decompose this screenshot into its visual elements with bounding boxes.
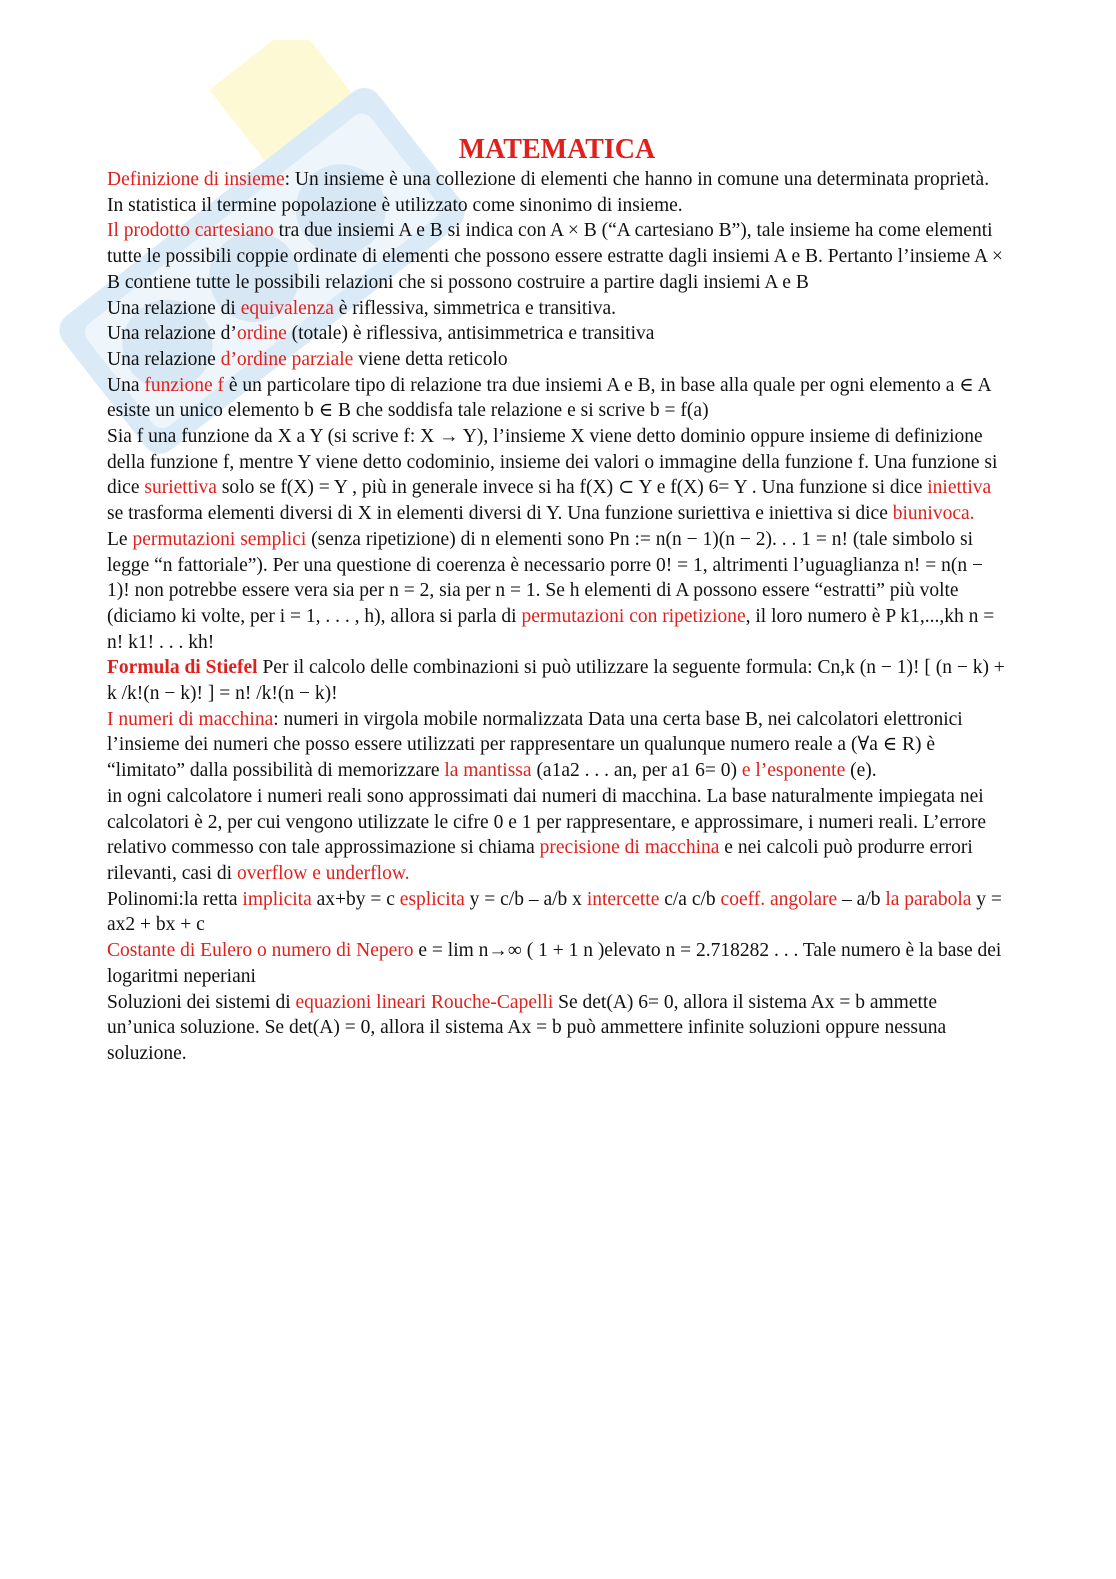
page-title: MATEMATICA (458, 134, 656, 165)
paragraph-text: solo se f(X) = Y , più in generale invece si ha f(X) ⊂ Y e f(X) 6= Y . Una funzione si dice (216, 477, 928, 499)
paragraph-text: se trasforma elementi diversi di X in elementi diversi di Y. Una funzione suriettiva e iniettiva si dice (107, 503, 893, 525)
paragraph-text: tra due insiemi A e B si indica con A × B (“A cartesiano B”), tale insieme ha come elementi tutte le possibili coppie ordinate di elementi che possono essere estratte dagli insiemi A e B. Pertanto l’insieme A × B contiene tutte le possibili relazioni che si possono costruire a partire dagli insiemi A e B (107, 220, 1003, 293)
paragraph (107, 296, 1007, 322)
paragraph-text: Sia f una funzione da X a Y (si scrive f: X → Y), l’insieme X viene detto dominio oppure insieme di definizione della funzione f, mentre Y viene detto codominio, insieme dei valori o immagine della funzione f. Una funzione si dice (107, 426, 998, 499)
paragraph (107, 938, 1007, 989)
paragraph-text: Soluzioni dei sistemi di (107, 991, 296, 1013)
paragraph-text: (a1a2 . . . an, per a1 6= 0) (531, 760, 742, 782)
paragraph-list (107, 167, 1007, 1067)
paragraph-text: Per il calcolo delle combinazioni si può utilizzare la seguente formula: Cn,k (n − 1)! [ (n − k) + k /k!(n − k)! ] = n! /k!(n − k)! (107, 657, 1005, 705)
highlighted-term: precisione di macchina (539, 837, 720, 859)
highlighted-term: equivalenza (240, 297, 334, 319)
highlighted-term: ordine (236, 323, 287, 345)
paragraph-text: e = lim n→∞ ( 1 + 1 n )elevato n = 2.718282 . . . Tale numero è la base dei logaritmi neperiani (107, 940, 1002, 987)
paragraph-text: Una relazione di (107, 297, 241, 319)
highlighted-term: suriettiva (144, 477, 217, 499)
highlighted-term: biunivoca. (892, 503, 975, 525)
highlighted-term: implicita (242, 888, 312, 910)
paragraph-text: Una relazione d’ (107, 323, 237, 345)
highlighted-term: e l’esponente (741, 760, 846, 782)
paragraph (107, 321, 1007, 347)
highlighted-term: la mantissa (444, 760, 532, 782)
paragraph-text: in ogni calcolatore i numeri reali sono approssimati dai numeri di macchina. La base naturalmente impiegata nei calcolatori è 2, per cui vengono utilizzate le cifre 0 e 1 per rappresentare, e approssimare, i numeri reali. L’errore relativo commesso con tale approssimazione si chiama (107, 785, 987, 859)
document-body (107, 133, 1007, 1067)
highlighted-term: permutazioni semplici (132, 528, 307, 550)
paragraph-text: (totale) è riflessiva, antisimmetrica e transitiva (286, 323, 655, 345)
highlighted-term: overflow e underflow. (236, 862, 410, 884)
paragraph-text: Una relazione (107, 348, 221, 370)
paragraph-text: y = ax2 + bx + c (107, 888, 1002, 936)
highlighted-term: la parabola (885, 888, 972, 910)
highlighted-term: iniettiva (927, 477, 992, 499)
paragraph-text: viene detta reticolo (353, 348, 508, 370)
paragraph-text: Se det(A) 6= 0, allora il sistema Ax = b ammette un’unica soluzione. Se det(A) = 0, allora il sistema Ax = b può ammettere infinite soluzioni oppure nessuna soluzione. (107, 991, 947, 1064)
paragraph-text: ax+by = c (311, 888, 400, 910)
highlighted-term: Costante di Eulero o numero di Nepero (107, 940, 414, 962)
highlighted-term: coeff. angolare (720, 888, 838, 910)
paragraph-text: : numeri in virgola mobile normalizzata Data una certa base B, nei calcolatori elettronici l’insieme dei numeri che posso essere utilizzati per rappresentare un qualunque numero reale a (∀a ∈ R) è “limitato” dalla possibilità di memorizzare (107, 708, 963, 782)
paragraph (107, 707, 1007, 784)
paragraph (107, 887, 1007, 938)
paragraph-text: y = c/b – a/b x (464, 888, 587, 910)
highlighted-term: intercette (586, 888, 660, 910)
paragraph-text: c/a c/b (659, 888, 721, 910)
paragraph-text: e nei calcoli può produrre errori rilevanti, casi di (107, 837, 973, 884)
paragraph-text: – a/b (837, 888, 886, 910)
paragraph-text: (senza ripetizione) di n elementi sono Pn := n(n − 1)(n − 2). . . 1 = n! (tale simbolo si legge “n fattoriale”). Per una questione di coerenza è necessario porre 0! = 1, altrimenti l’uguaglianza n! = n(n − 1)! non potrebbe essere vera sia per n = 2, sia per n = 1. Se h elementi di A possono essere “estratti” più volte (diciamo ki volte, per i = 1, . . . , h), allora si parla di (107, 528, 984, 627)
paragraph-text: : Un insieme è una collezione di elementi che hanno in comune una determinata proprietà. In statistica il termine popolazione è utilizzato come sinonimo di insieme. (107, 169, 990, 216)
highlighted-term: esplicita (399, 888, 465, 910)
paragraph (107, 373, 1007, 424)
paragraph (107, 167, 1007, 218)
paragraph-text: , il loro numero è P k1,...,kh n = n! k1! . . . kh! (107, 605, 995, 653)
paragraph (107, 784, 1007, 887)
paragraph (107, 655, 1007, 706)
highlighted-term: permutazioni con ripetizione (521, 605, 746, 627)
paragraph-text: (e). (845, 760, 877, 782)
highlighted-term: Definizione di insieme (107, 169, 285, 190)
highlighted-term: d’ordine parziale (220, 348, 354, 370)
paragraph-text: è un particolare tipo di relazione tra due insiemi A e B, in base alla quale per ogni elemento a ∈ A esiste un unico elemento b ∈ B che soddisfa tale relazione e si scrive b = f(a) (107, 374, 991, 422)
paragraph (107, 527, 1007, 656)
paragraph (107, 347, 1007, 373)
highlighted-term: Formula di Stiefel (107, 657, 258, 679)
paragraph-text: Una (107, 374, 145, 396)
paragraph-text: è riflessiva, simmetrica e transitiva. (333, 297, 616, 319)
paragraph (107, 990, 1007, 1067)
highlighted-term: equazioni lineari Rouche-Capelli (295, 991, 554, 1013)
paragraph (107, 424, 1007, 527)
highlighted-term: funzione f (144, 374, 224, 396)
highlighted-term: Il prodotto cartesiano (107, 220, 274, 242)
highlighted-term: I numeri di macchina (107, 708, 274, 730)
paragraph-text: Le (107, 528, 133, 550)
paragraph-text: Polinomi:la retta (107, 888, 243, 910)
paragraph (107, 218, 1007, 295)
